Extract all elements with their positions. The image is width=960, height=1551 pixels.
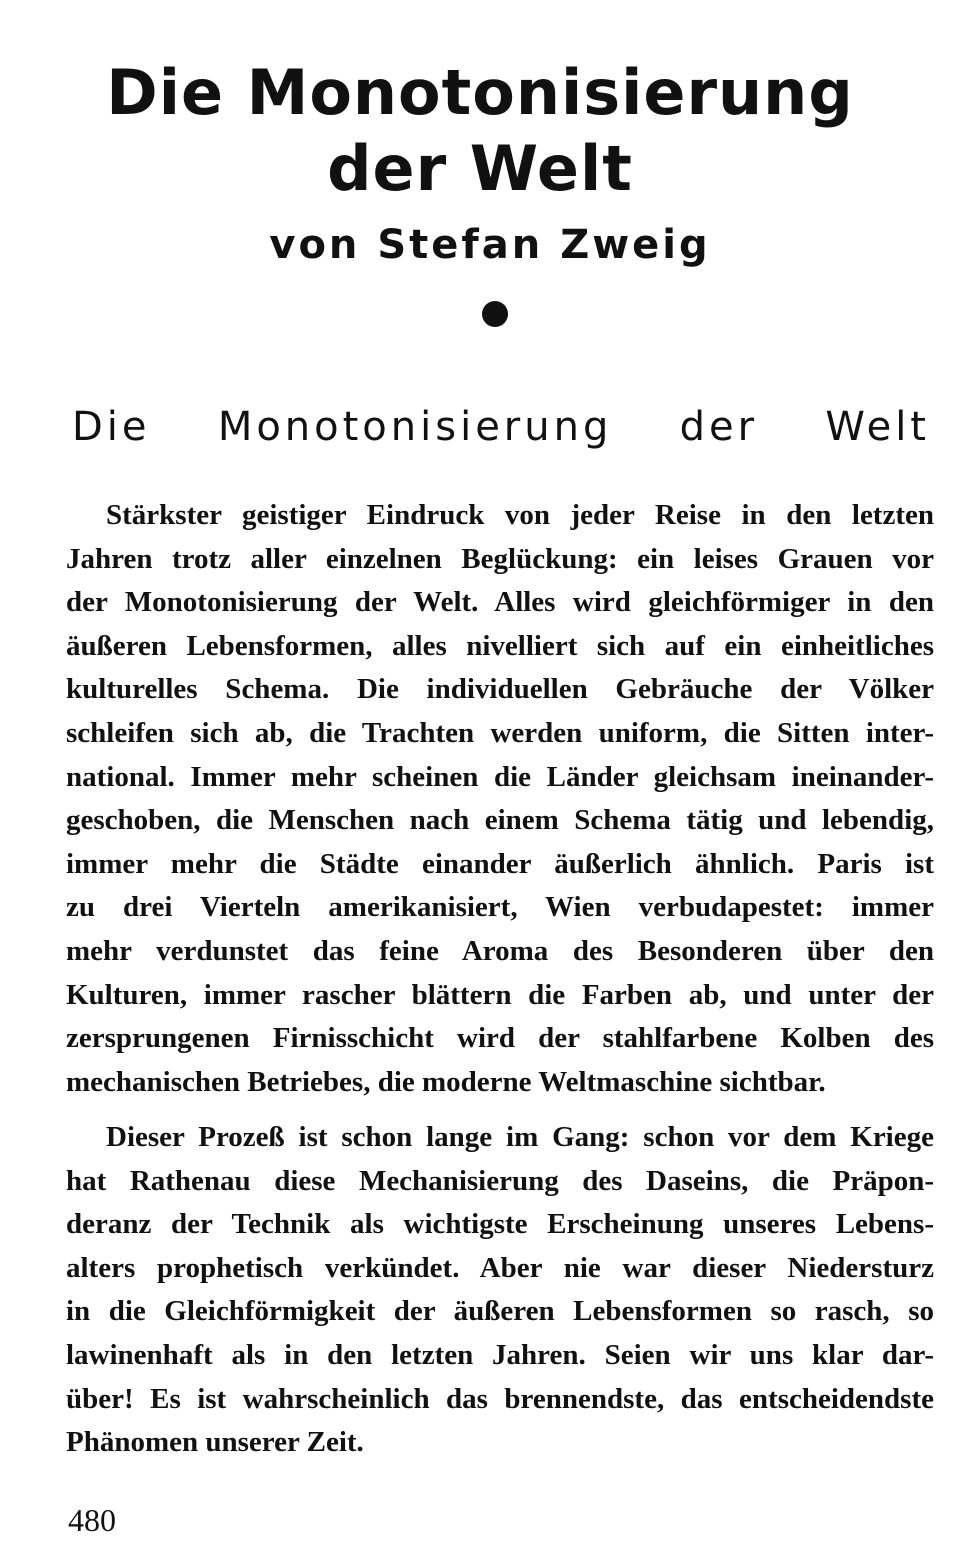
- text-line: Stärkster geistiger Eindruck von jeder Reise in den letzten: [106, 499, 934, 531]
- text-line: schleifen sich ab, die Trachten werden uniform, die Sitten inter-: [66, 717, 934, 749]
- text-line: hat Rathenau diese Mechanisierung des Daseins, die Präpon-: [66, 1164, 934, 1197]
- text-line: national. Immer mehr scheinen die Länder gleichsam ineinander-: [66, 760, 934, 793]
- text-line: immer mehr die Städte einander äußerlich ähnlich. Paris ist: [66, 847, 934, 880]
- text-line: deranz der Technik als wichtigste Erscheinung unseres Lebens-: [66, 1208, 934, 1241]
- section-heading: Die Monotonisierung der Welt: [72, 404, 930, 450]
- text-line: geschoben, die Menschen nach einem Schema tätig und lebendig,: [66, 804, 934, 837]
- title-line-2: der Welt: [327, 132, 633, 205]
- text-line: kulturelles Schema. Die individuellen Gebräuche der Völker: [66, 673, 934, 706]
- separator-dot: [482, 301, 508, 327]
- page-number: 480: [68, 1502, 116, 1538]
- title-line-1: Die Monotonisierung: [106, 56, 854, 129]
- text-line: lawinenhaft als in den letzten Jahren. Seien wir uns klar dar-: [66, 1339, 934, 1371]
- text-line: mehr verdunstet das feine Aroma des Besonderen über den: [66, 935, 934, 967]
- text-line: Phänomen unserer Zeit.: [66, 1426, 364, 1459]
- text-line: zersprungenen Firnisschicht wird der stahlfarbene Kolben des: [66, 1022, 934, 1055]
- author-byline: von Stefan Zweig: [269, 222, 711, 268]
- text-line: in die Gleichförmigkeit der äußeren Lebensformen so rasch, so: [66, 1295, 934, 1328]
- text-line: zu drei Vierteln amerikanisiert, Wien verbudapestet: immer: [66, 891, 934, 924]
- text-line: Kulturen, immer rascher blättern die Farben ab, und unter der: [66, 978, 934, 1011]
- text-line: Dieser Prozeß ist schon lange im Gang: schon vor dem Kriege: [106, 1121, 934, 1153]
- text-line: der Monotonisierung der Welt. Alles wird gleichförmiger in den: [66, 586, 934, 619]
- text-line: Jahren trotz aller einzelnen Beglückung: ein leises Grauen vor: [66, 542, 934, 575]
- text-line: alters prophetisch verkündet. Aber nie war dieser Niedersturz: [66, 1251, 934, 1284]
- text-line: über! Es ist wahrscheinlich das brennendste, das entscheidendste: [66, 1382, 934, 1415]
- text-line: mechanischen Betriebes, die moderne Weltmaschine sichtbar.: [66, 1065, 826, 1098]
- text-line: äußeren Lebensformen, alles nivelliert sich auf ein einheitliches: [66, 629, 934, 662]
